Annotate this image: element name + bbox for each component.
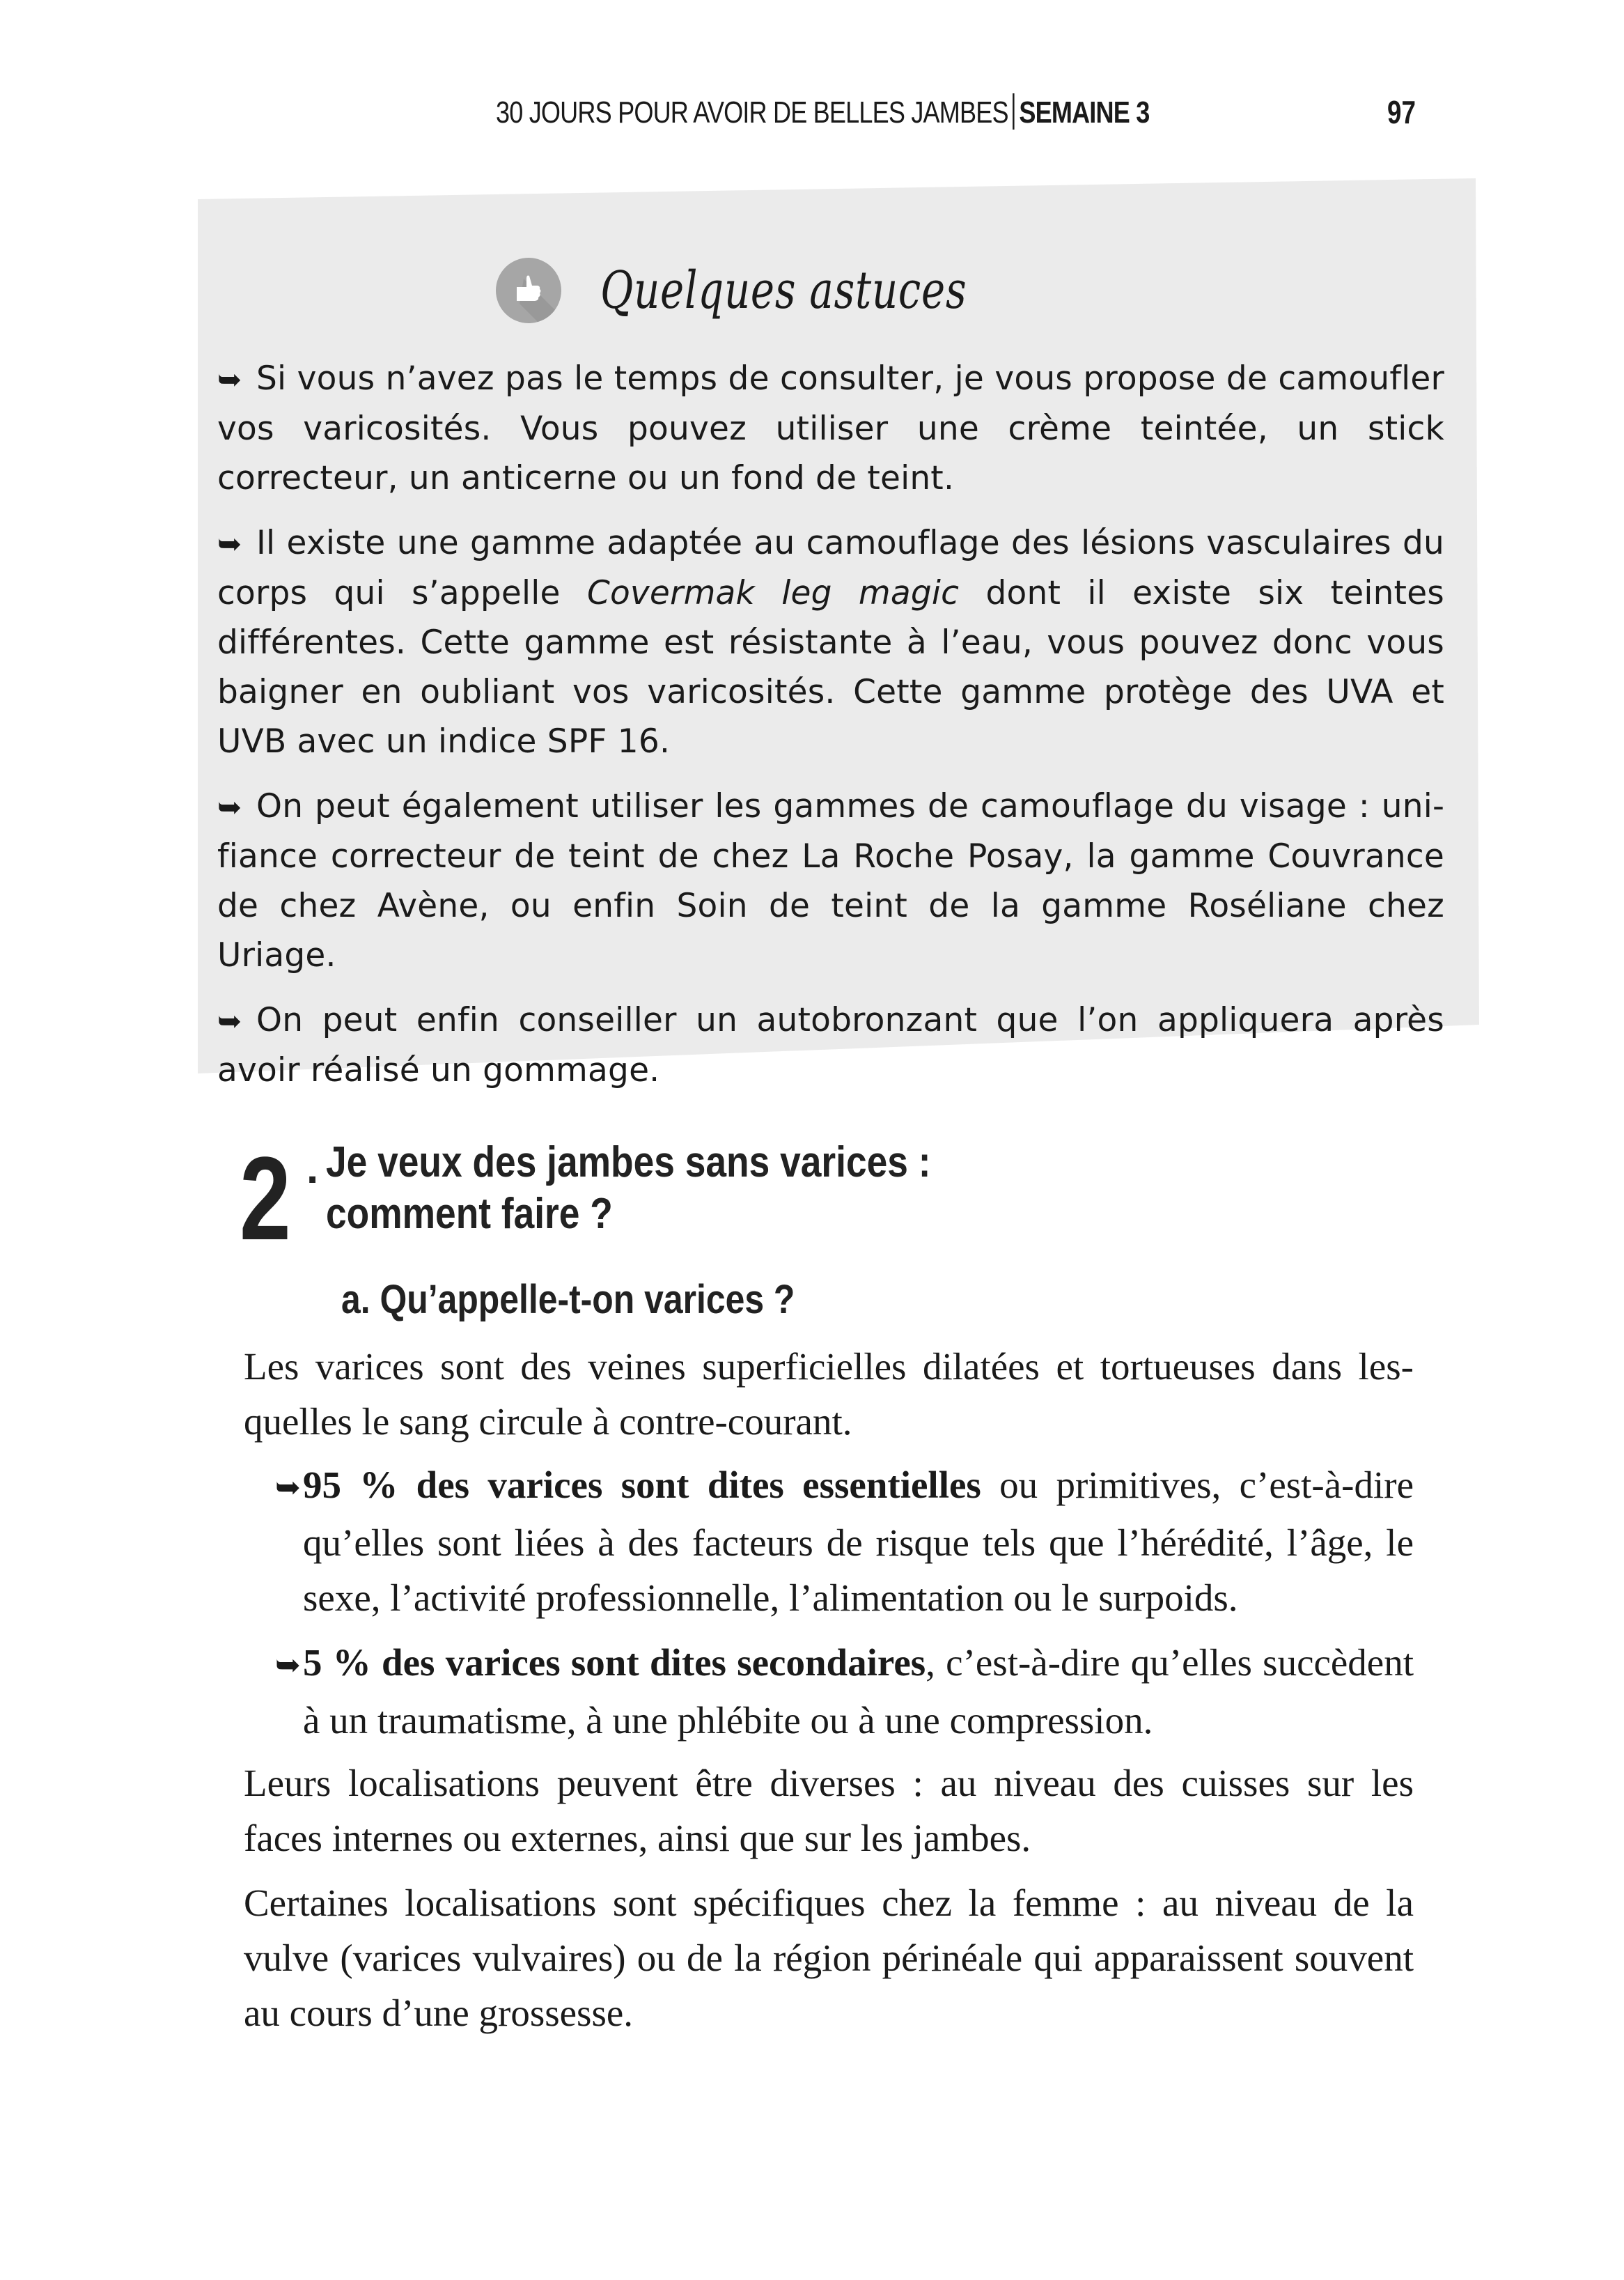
section-number: 2 (240, 1133, 291, 1265)
tip-item (217, 782, 1444, 980)
list-item-text: , c’est-à-dire qu’elles succèdent à un traumatisme, à une phlébite ou à une compression. (303, 1641, 1414, 1742)
page-number: 97 (1387, 94, 1416, 130)
curved-arrow-icon: ➥ (217, 527, 242, 561)
tip-text: On peut enfin conseiller un autobronzant que l’on appliquera après avoir réalisé un gommage. (217, 1001, 1444, 1089)
curved-arrow-icon: ➥ (217, 1004, 242, 1038)
week-label: SEMAINE 3 (1019, 95, 1150, 130)
intro-paragraph: Les varices sont des veines superficielles dilatées et tortueuses dans lesquelles le sang circule à contre-courant. (244, 1345, 1414, 1443)
tip-text: dont il existe six teintes différentes. Cette gamme est résistante à l’eau, vous pouvez donc vous baigner en oubliant vos varicosités. Cette gamme protège des UVA et UVB avec un indice SPF 16. (217, 574, 1444, 761)
tips-list (217, 354, 1444, 1110)
curved-arrow-icon: ➥ (275, 1647, 301, 1683)
product-name: Covermak leg magic (586, 574, 960, 612)
section-title (326, 1137, 930, 1240)
thumbs-up-icon (496, 258, 561, 323)
bold-fact: 5 % des varices sont dites secondaires (303, 1641, 926, 1684)
book-title: 30 JOURS POUR AVOIR DE BELLES JAMBES (496, 95, 1008, 130)
curved-arrow-icon: ➥ (275, 1470, 301, 1505)
specific-localisations-paragraph: Certaines localisations sont spécifiques chez la femme : au niveau de la vulve (varices vulvaires) ou de la région périnéale qui apparaissent souvent au cours d’une grossesse. (244, 1882, 1414, 2034)
tips-title: Quelques astuces (600, 261, 967, 320)
bold-fact: 95 % des varices sont dites essentielles (303, 1464, 981, 1506)
tip-text: Il existe une gamme adaptée au camouflage des lésions vasculaires du corps qui s’appelle (217, 524, 1444, 612)
list-item (275, 1635, 1414, 1748)
section-title-line: comment faire ? (326, 1190, 613, 1238)
list-item-text: ou primitives, c’est-à-dire qu’elles sont liées à des facteurs de risque tels que l’hérédité, l’âge, le sexe, l’activité professionnelle, l’alimentation ou le surpoids. (303, 1464, 1414, 1619)
varices-types-list (275, 1457, 1414, 1758)
subsection-title: a. Qu’appelle-t-on varices ? (341, 1277, 795, 1322)
localisations-paragraph: Leurs localisations peuvent être diverses : au niveau des cuisses sur les faces internes ou externes, ainsi que sur les jambes. (244, 1762, 1414, 1859)
header-separator (1013, 93, 1014, 130)
tip-text: On peut également utiliser les gammes de camouflage du visage : unifiance correcteur de teint de chez La Roche Posay, la gamme Couvrance de chez Avène, ou enfin Soin de teint de la gamme Roséliane chez Uriage. (217, 787, 1444, 975)
tip-item (217, 518, 1444, 766)
section-title-line: Je veux des jambes sans varices : (326, 1138, 931, 1186)
tip-item (217, 995, 1444, 1095)
curved-arrow-icon: ➥ (217, 790, 242, 824)
running-header (496, 93, 1149, 130)
section-number-dot: . (306, 1145, 319, 1193)
tip-item (217, 354, 1444, 503)
tips-header (496, 258, 1070, 323)
list-item (275, 1457, 1414, 1625)
tip-text: Si vous n’avez pas le temps de consulter, je vous propose de camoufler vos varicosités. Vous pouvez utiliser une crème teintée, un stick correcteur, un anticerne ou un fond de teint. (217, 359, 1444, 497)
curved-arrow-icon: ➥ (217, 362, 242, 396)
